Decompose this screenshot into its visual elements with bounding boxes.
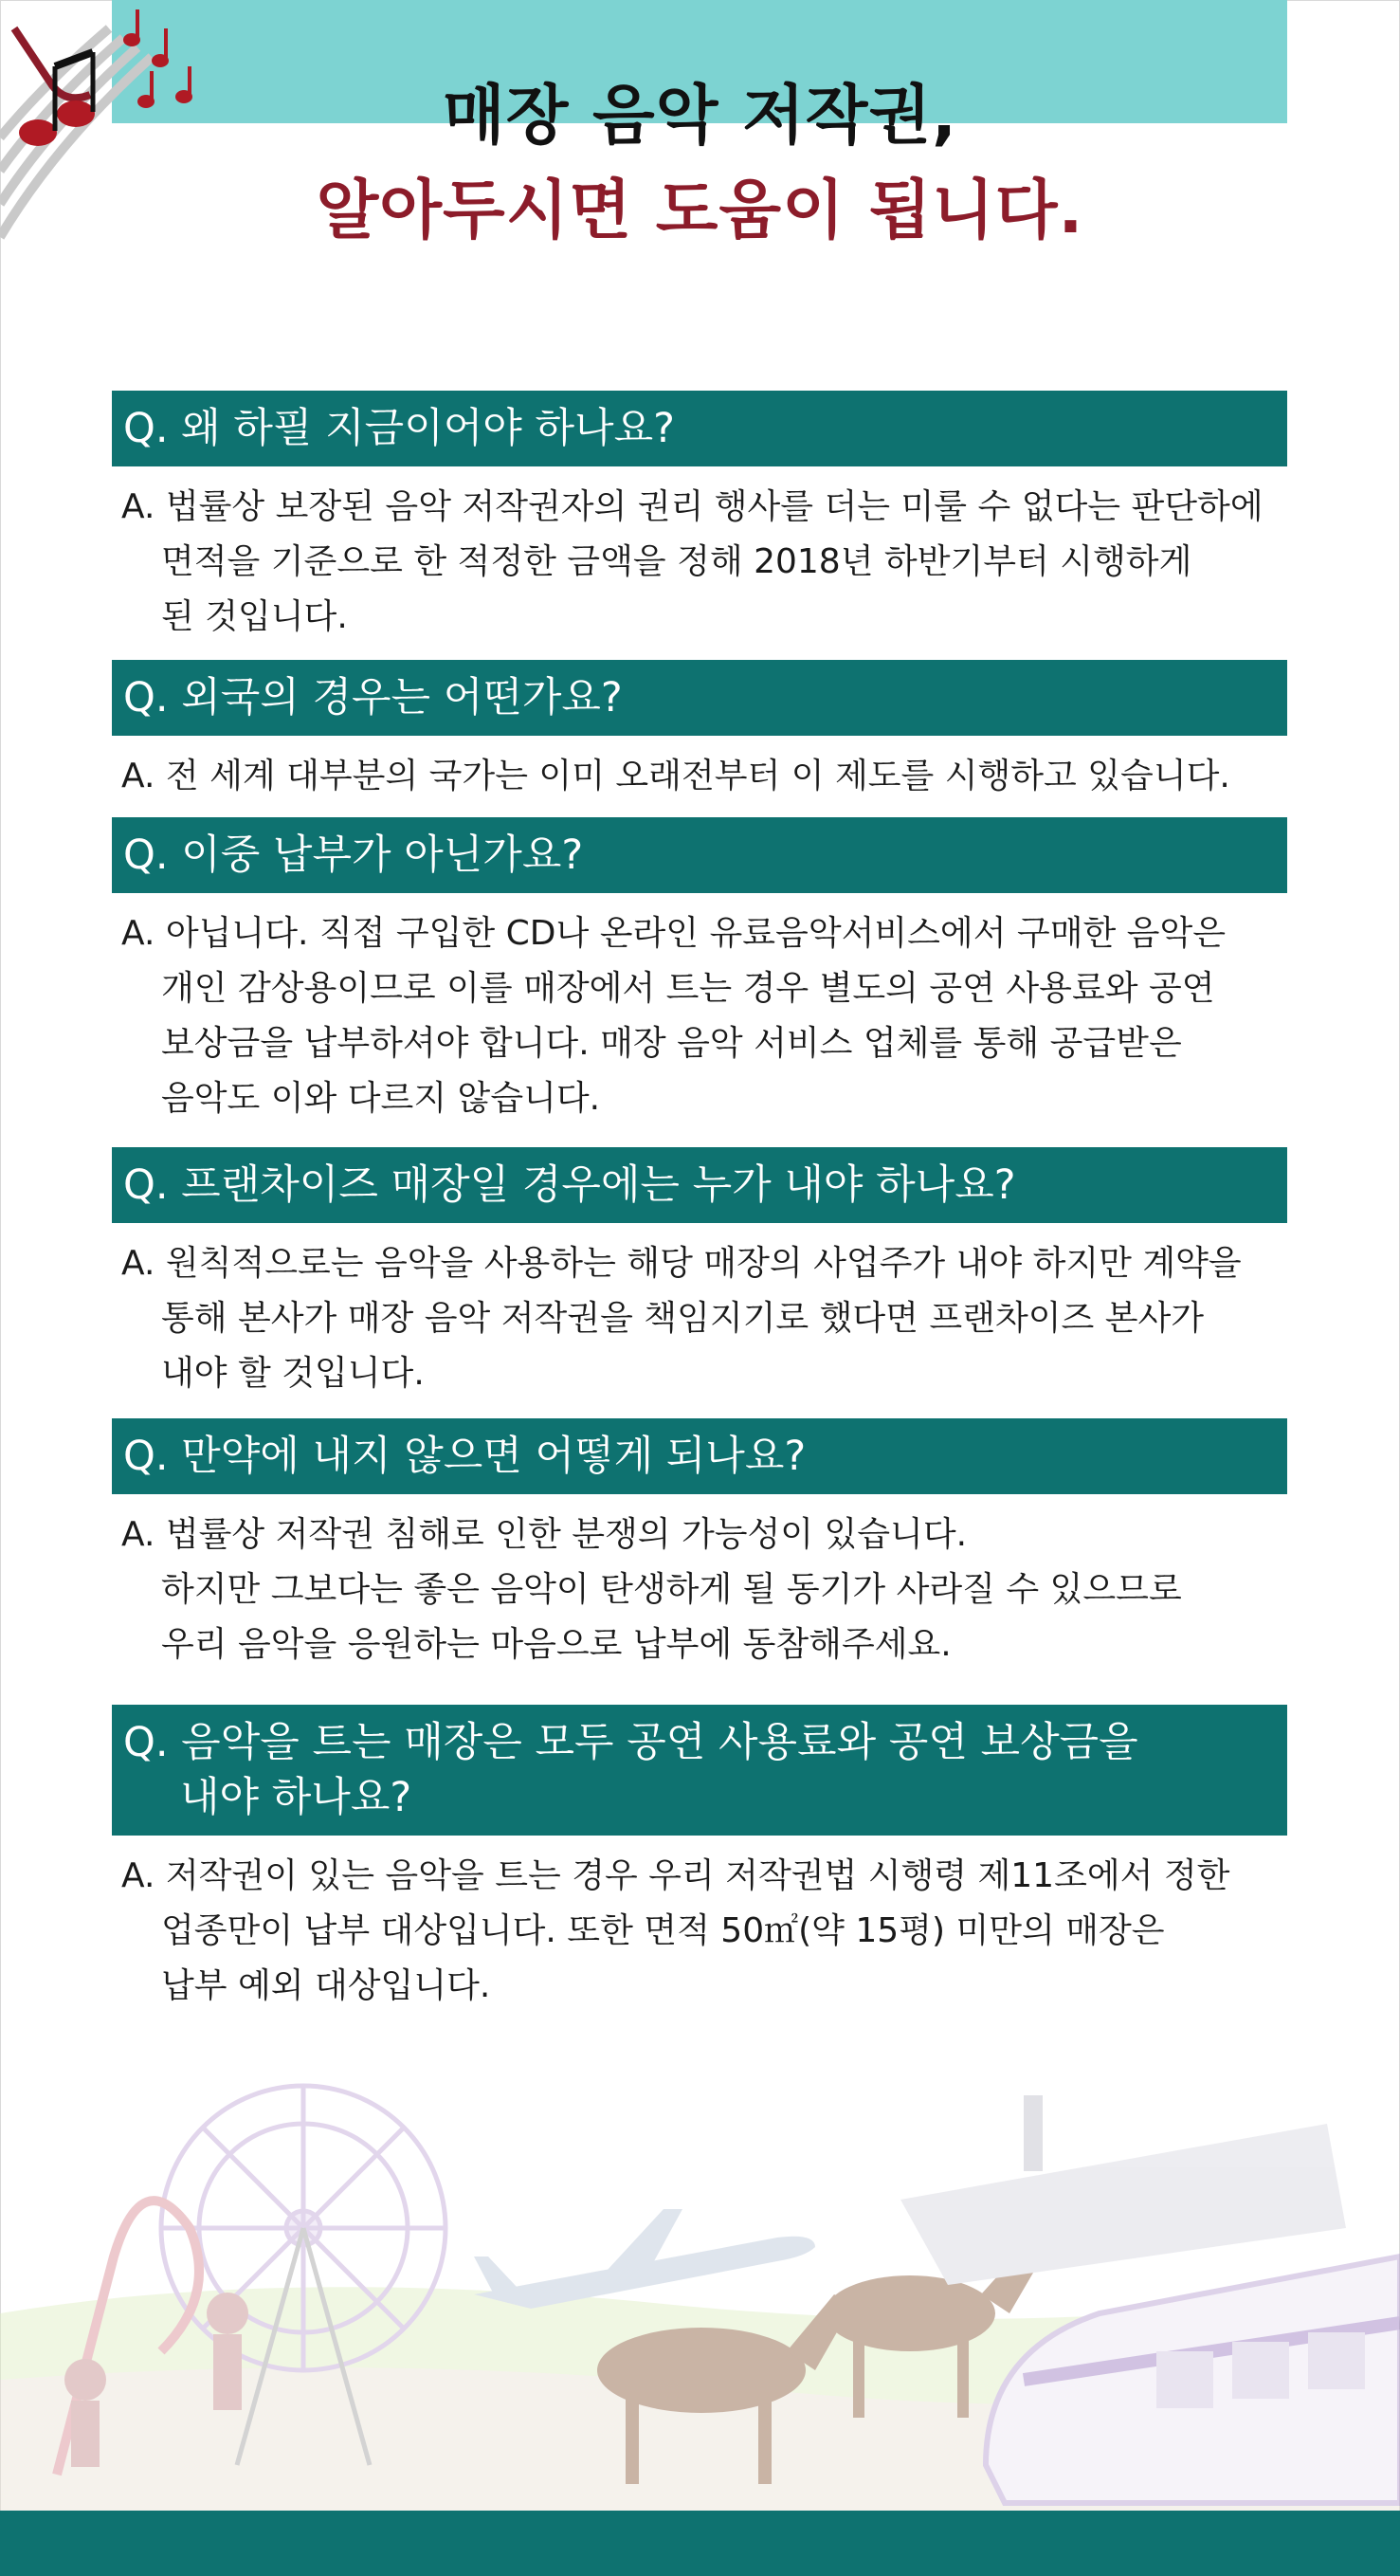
faq-item-6 [112, 1705, 1287, 2014]
faq-answer-line: 된 것입니다. [161, 597, 348, 636]
faq-answer-line: A. 법률상 보장된 음악 저작권자의 권리 행사를 더는 미룰 수 없다는 판단하에 [121, 487, 1264, 526]
faq-question [112, 660, 1287, 736]
faq-answer-line: 하지만 그보다는 좋은 음악이 탄생하게 될 동기가 사라질 수 있으므로 [161, 1570, 1182, 1609]
faq-answer-line: 우리 음악을 응원하는 마음으로 납부에 동참해주세요. [161, 1625, 952, 1664]
faq-item-1 [112, 391, 1287, 645]
faq-question-text: Q. 이중 납부가 아닌가요? [123, 831, 584, 879]
faq-question-text: Q. 음악을 트는 매장은 모두 공연 사용료와 공연 보상금을 [123, 1719, 1138, 1766]
faq-question-text: 내야 하나요? [180, 1774, 412, 1821]
faq-answer [112, 1849, 1287, 2014]
faq-question [112, 1705, 1287, 1836]
faq-answer-line: 납부 예외 대상입니다. [161, 1966, 491, 2005]
page-subtitle: 알아두시면 도움이 됩니다. [316, 174, 1084, 248]
faq-answer-line: A. 법률상 저작권 침해로 인한 분쟁의 가능성이 있습니다. [121, 1515, 968, 1554]
leisure-scene-illustration [0, 2067, 1400, 2512]
faq-answer-line: 보상금을 납부하셔야 합니다. 매장 음악 서비스 업체를 통해 공급받은 [161, 1024, 1182, 1063]
faq-answer [112, 749, 1287, 804]
faq-item-5 [112, 1418, 1287, 1672]
faq-answer-line: 업종만이 납부 대상입니다. 또한 면적 50㎡(약 15평) 미만의 매장은 [161, 1911, 1165, 1950]
faq-question-text: Q. 프랜차이즈 매장일 경우에는 누가 내야 하나요? [123, 1161, 1016, 1209]
faq-answer-line: A. 저작권이 있는 음악을 트는 경우 우리 저작권법 시행령 제11조에서 정한 [121, 1856, 1230, 1895]
faq-answer [112, 1507, 1287, 1672]
faq-item-3 [112, 817, 1287, 1126]
faq-answer-line: A. 아닙니다. 직접 구입한 CD나 온라인 유료음악서비스에서 구매한 음악은 [121, 914, 1227, 953]
page-title: 매장 음악 저작권, [443, 79, 957, 154]
faq-question-text: Q. 만약에 내지 않으면 어떻게 되나요? [123, 1433, 807, 1480]
faq-answer [112, 480, 1287, 645]
footer-band [0, 2511, 1400, 2576]
faq-answer-line: 면적을 기준으로 한 적정한 금액을 정해 2018년 하반기부터 시행하게 [161, 542, 1192, 581]
faq-answer-line: 음악도 이와 다르지 않습니다. [161, 1079, 601, 1118]
faq-answer-line: A. 전 세계 대부분의 국가는 이미 오래전부터 이 제도를 시행하고 있습니다. [121, 757, 1230, 795]
faq-answer [112, 906, 1287, 1126]
faq-answer-line: 개인 감상용이므로 이를 매장에서 트는 경우 별도의 공연 사용료와 공연 [161, 969, 1215, 1008]
faq-question [112, 1147, 1287, 1223]
faq-answer-line: A. 원칙적으로는 음악을 사용하는 해당 매장의 사업주가 내야 하지만 계약을 [121, 1244, 1242, 1283]
faq-question [112, 391, 1287, 466]
faq-answer [112, 1236, 1287, 1401]
faq-question-text: Q. 외국의 경우는 어떤가요? [123, 674, 623, 722]
faq-question [112, 1418, 1287, 1494]
faq-answer-line: 내야 할 것입니다. [161, 1354, 425, 1393]
airplane-icon [474, 2209, 815, 2309]
cruise-ship-icon [900, 2095, 1346, 2285]
train-icon [986, 2256, 1400, 2503]
faq-answer-line: 통해 본사가 매장 음악 저작권을 책임지기로 했다면 프랜차이즈 본사가 [161, 1299, 1205, 1338]
faq-question [112, 817, 1287, 893]
faq-item-2 [112, 660, 1287, 804]
faq-item-4 [112, 1147, 1287, 1401]
faq-question-text: Q. 왜 하필 지금이어야 하나요? [123, 405, 675, 452]
